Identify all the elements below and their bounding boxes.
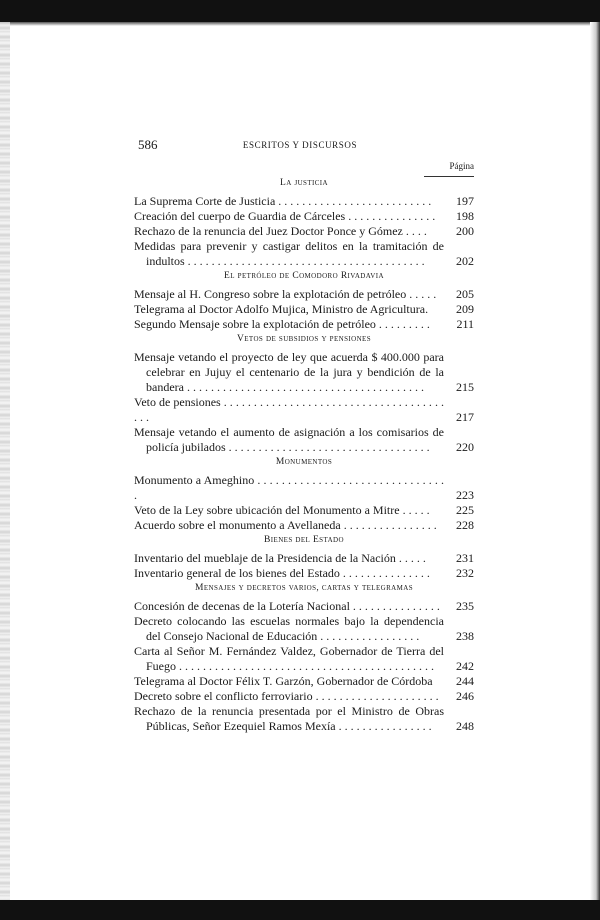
toc-entry <box>134 395 474 425</box>
toc-entry <box>134 644 474 674</box>
entry-page: 225 <box>456 503 474 517</box>
toc-section <box>134 583 474 734</box>
toc-section <box>134 457 474 533</box>
entry-title: Acuerdo sobre el monumento a Avellaneda . . . . . . . . . . . . . . . . <box>134 518 437 532</box>
entry-title: Telegrama al Doctor Adolfo Mujica, Ministro de Agricultura. <box>134 302 429 316</box>
section-heading: La justicia <box>280 178 328 188</box>
toc-entry <box>134 224 474 239</box>
entry-title: Medidas para prevenir y castigar delitos en la tramitación de indultos . . . . . . . . . . . . . . . . . . . . . . . . . . . . . . . . . . . . . . . . <box>134 239 444 268</box>
entry-page: 209 <box>456 302 474 316</box>
toc-entry <box>134 317 474 332</box>
entry-title: Inventario general de los bienes del Estado . . . . . . . . . . . . . . . <box>134 566 430 580</box>
toc-entry <box>134 302 474 317</box>
running-title: ESCRITOS Y DISCURSOS <box>242 140 358 150</box>
toc-entry <box>134 689 474 704</box>
toc-entry <box>134 674 474 689</box>
entry-title: Veto de pensiones . . . . . . . . . . . . . . . . . . . . . . . . . . . . . . . . . . . . . . . . <box>134 395 444 424</box>
page-number: 586 <box>138 137 158 152</box>
toc-section <box>134 178 474 269</box>
entry-title: Creación del cuerpo de Guardia de Cárceles . . . . . . . . . . . . . . . <box>134 209 436 223</box>
entry-title: Carta al Señor M. Fernández Valdez, Gobernador de Tierra del Fuego . . . . . . . . . . . . . . . . . . . . . . . . . . . . . . . . . . . . . . . . . . . <box>134 644 444 673</box>
page-column-label: Página <box>449 161 474 171</box>
entry-title: Veto de la Ley sobre ubicación del Monumento a Mitre . . . . . <box>134 503 430 517</box>
toc-section <box>134 334 474 455</box>
toc-entry <box>134 566 474 581</box>
entry-page: 238 <box>456 629 474 643</box>
table-of-contents <box>134 176 474 734</box>
toc-entry <box>134 704 474 734</box>
section-heading: El petróleo de Comodoro Rivadavia <box>224 271 384 281</box>
toc-entry <box>134 614 474 644</box>
toc-entry <box>134 599 474 614</box>
entry-title: Decreto colocando las escuelas normales bajo la dependencia del Consejo Nacional de Educación . . . . . . . . . . . . . . . . . <box>134 614 444 643</box>
entry-page: 200 <box>456 224 474 238</box>
entry-page: 217 <box>456 410 474 424</box>
toc-entry <box>134 518 474 533</box>
section-heading: Monumentos <box>275 457 333 467</box>
entry-page: 228 <box>456 518 474 532</box>
toc-entry <box>134 287 474 302</box>
toc-entry <box>134 194 474 209</box>
entry-title: Rechazo de la renuncia del Juez Doctor Ponce y Gómez . . . . <box>134 224 427 238</box>
entry-page: 198 <box>456 209 474 223</box>
entry-page: 215 <box>456 380 474 394</box>
entry-page: 244 <box>456 674 474 688</box>
section-heading: Mensajes y decretos varios, cartas y telegramas <box>194 583 414 593</box>
entry-page: 248 <box>456 719 474 733</box>
entry-title: La Suprema Corte de Justicia . . . . . . . . . . . . . . . . . . . . . . . . . . <box>134 194 432 208</box>
entry-page: 231 <box>456 551 474 565</box>
toc-entry <box>134 551 474 566</box>
entry-page: 220 <box>456 440 474 454</box>
entry-page: 202 <box>456 254 474 268</box>
toc-entry <box>134 473 474 503</box>
entry-title: Segundo Mensaje sobre la explotación de petróleo . . . . . . . . . <box>134 317 430 331</box>
toc-entry <box>134 425 474 455</box>
toc-entry <box>134 350 474 395</box>
entry-page: 197 <box>456 194 474 208</box>
section-heading: Vetos de subsidios y pensiones <box>236 334 372 344</box>
entry-page: 242 <box>456 659 474 673</box>
entry-title: Monumento a Ameghino . . . . . . . . . . . . . . . . . . . . . . . . . . . . . . . . <box>134 473 444 502</box>
entry-page: 232 <box>456 566 474 580</box>
entry-page: 235 <box>456 599 474 613</box>
toc-entry <box>134 503 474 518</box>
entry-title: Telegrama al Doctor Félix T. Garzón, Gobernador de Córdoba <box>134 674 433 688</box>
entry-title: Rechazo de la renuncia presentada por el Ministro de Obras Públicas, Señor Ezequiel Ramos Mexía . . . . . . . . . . . . . . . . <box>134 704 444 733</box>
entry-title: Decreto sobre el conflicto ferroviario . . . . . . . . . . . . . . . . . . . . . <box>134 689 439 703</box>
section-heading: Bienes del Estado <box>264 535 344 545</box>
entry-page: 223 <box>456 488 474 502</box>
entry-title: Mensaje vetando el aumento de asignación a los comisarios de policía jubilados . . . . . . . . . . . . . . . . . . . . . . . . . . . . . . . . . . <box>134 425 444 454</box>
entry-title: Mensaje al H. Congreso sobre la explotación de petróleo . . . . . <box>134 287 437 301</box>
toc-section <box>134 535 474 581</box>
entry-title: Inventario del mueblaje de la Presidencia de la Nación . . . . . <box>134 551 426 565</box>
toc-entry <box>134 209 474 224</box>
entry-page: 205 <box>456 287 474 301</box>
entry-title: Concesión de decenas de la Lotería Nacional . . . . . . . . . . . . . . . <box>134 599 440 613</box>
entry-page: 246 <box>456 689 474 703</box>
toc-section <box>134 271 474 332</box>
entry-page: 211 <box>456 317 474 331</box>
toc-entry <box>134 239 474 269</box>
entry-title: Mensaje vetando el proyecto de ley que acuerda $ 400.000 para celebrar en Jujuy el centenario de la jura y bendición de la bandera . . . . . . . . . . . . . . . . . . . . . . . . . . . . . . . . . . . . . . . . <box>134 350 444 394</box>
